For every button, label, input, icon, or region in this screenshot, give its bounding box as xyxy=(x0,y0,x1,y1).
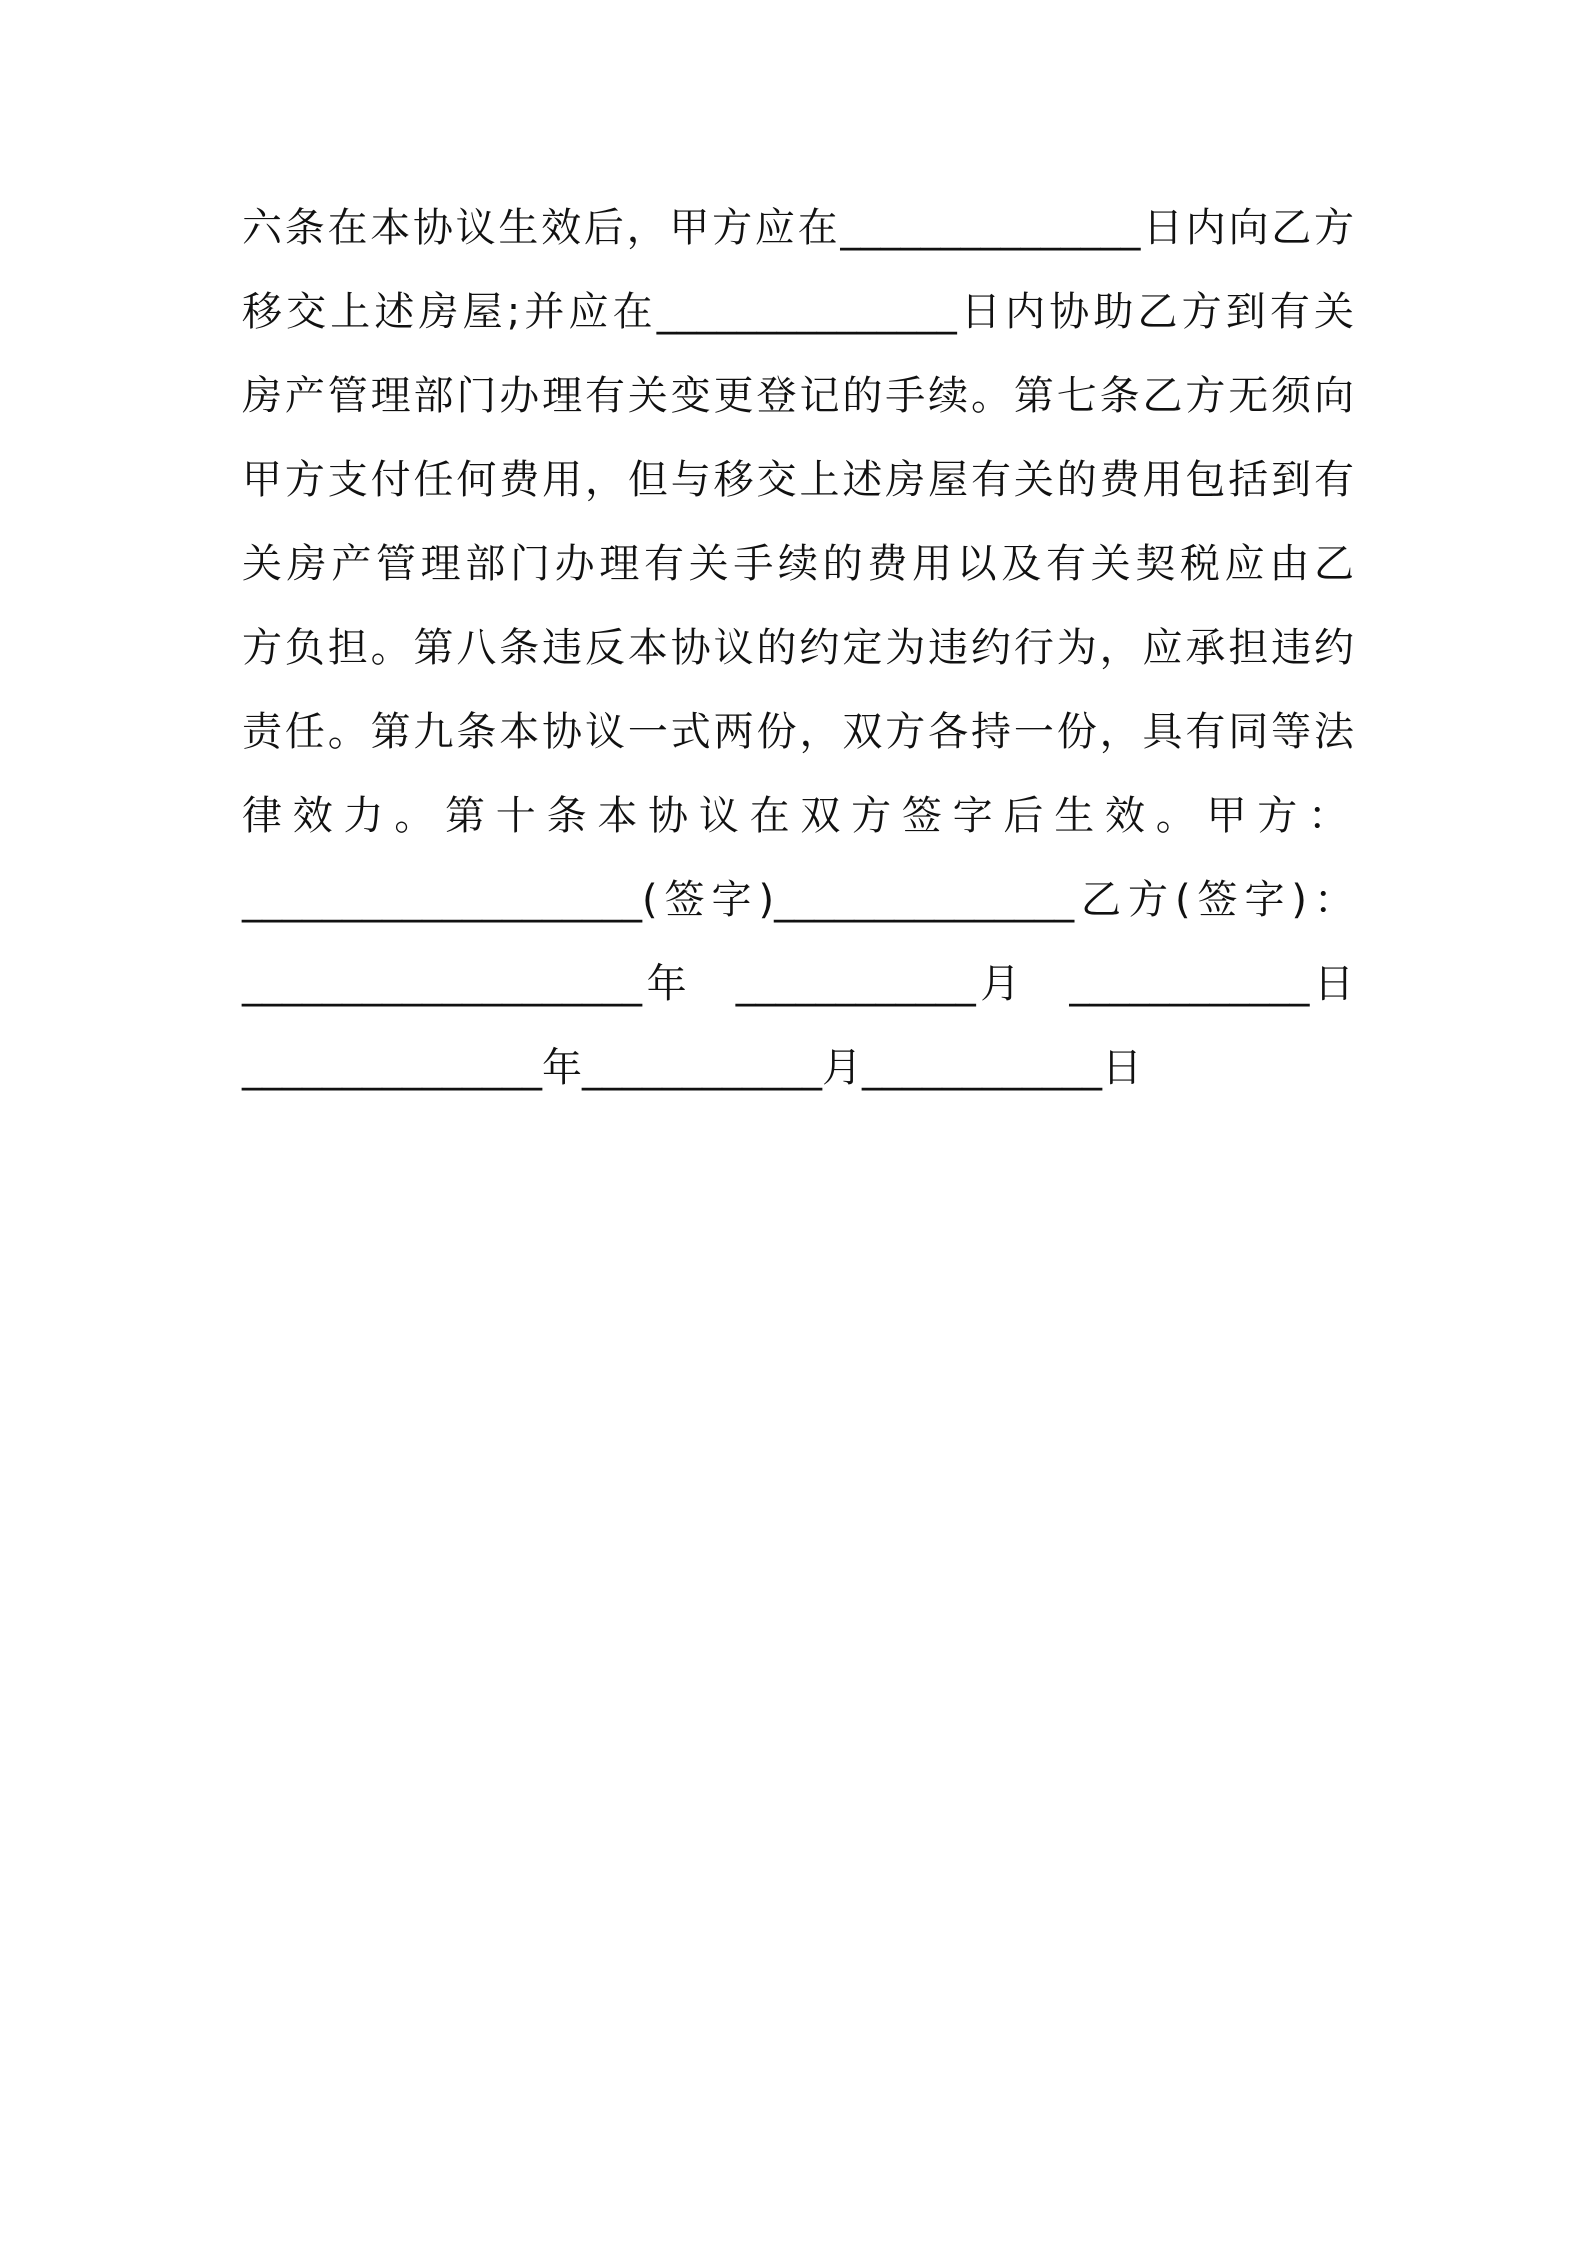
text-line-7: 责任。第九条本协议一式两份，双方各持一份，具有同等法 xyxy=(242,709,1354,755)
text-line-3: 房产管理部门办理有关变更登记的手续。第七条乙方无须向 xyxy=(242,373,1354,419)
text-line-2: 移交上述房屋;并应在_______________日内协助乙方到有关 xyxy=(242,289,1354,335)
text-line-6: 方负担。第八条违反本协议的约定为违约行为，应承担违约 xyxy=(242,625,1354,671)
date-line-1: ____________________年 ____________月 ____________日 xyxy=(242,961,1354,1007)
text-line-1: 六条在本协议生效后，甲方应在_______________日内向乙方 xyxy=(242,205,1354,251)
text-line-5: 关房产管理部门办理有关手续的费用以及有关契税应由乙 xyxy=(242,541,1354,587)
text-line-8: 律效力。第十条本协议在双方签字后生效。甲方： xyxy=(242,793,1354,839)
signature-line: ____________________(签字)_______________乙方(签字)： xyxy=(242,877,1354,923)
text-line-4: 甲方支付任何费用，但与移交上述房屋有关的费用包括到有 xyxy=(242,457,1354,503)
date-line-2: _______________年____________月____________日 xyxy=(242,1045,1142,1091)
